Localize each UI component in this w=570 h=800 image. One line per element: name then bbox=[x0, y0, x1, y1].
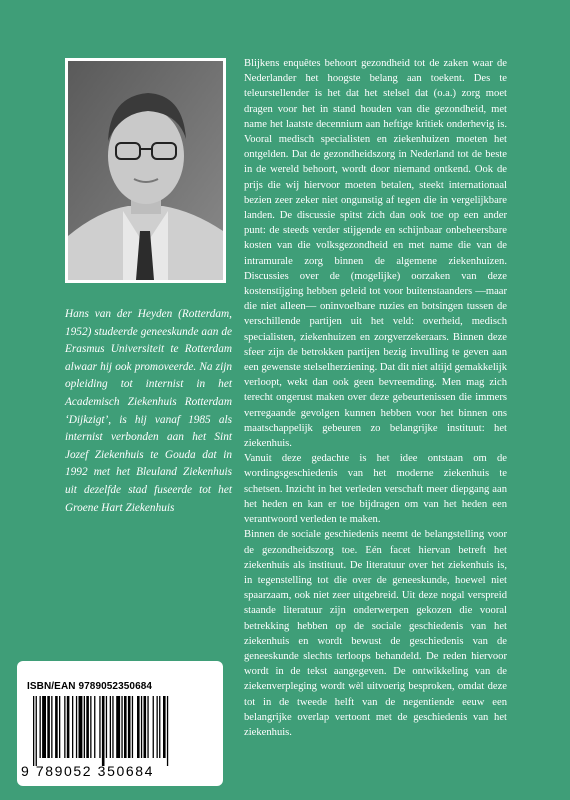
barcode-digits: 9 789052 350684 bbox=[21, 763, 154, 779]
isbn-label: ISBN/EAN 9789052350684 bbox=[27, 681, 153, 692]
author-photo bbox=[65, 58, 226, 283]
author-biography: Hans van der Heyden (Rotterdam, 1952) studeerde geneeskunde aan de Erasmus Universiteit te Rotterdam alwaar hij ook promoveerde. Na zijn opleiding tot internist in het Academisch Ziekenhuis Rotterdam ‘Dijkzigt’, is hij vanaf 1985 als internist verbonden aan het Sint Jozef Ziekenhuis te Gouda dat in 1992 met het Bleuland Ziekenhuis uit dezelfde stad fuseerde tot het Groene Hart Ziekenhuis bbox=[65, 308, 232, 514]
description-paragraph-2: Vanuit deze gedachte is het idee ontstaan om de wordingsgeschiedenis van het moderne ziekenhuis te schetsen. Inzicht in het verleden verschaft meer diepgang aan het heden en kan er toe bijdragen om van het heden een verantwoord verleden te maken. bbox=[244, 453, 507, 526]
description-paragraph-3: Binnen de sociale geschiedenis neemt de belangstelling voor de gezondheidszorg toe. Eén facet hiervan betreft het ziekenhuis als instituut. De literatuur over het ziekenhuis is, in tegenstelling tot die over de geneeskunde, hoewel niet spaarzaam, ook niet zeer uitgebreid. Uit deze nogal verspreid staande literatuur zijn onderwerpen gekozen die vooral betrekking hebben op de sociale geschiedenis van het ziekenhuis en wordt bewust de geschiedenis van de geneeskunde slechts terloops behandeld. De reden hiervoor wordt in de tekst aangegeven. De ontwikkeling van de ziekenverpleging wordt wèl uitvoerig besproken, omdat deze tot in de tweede helft van de negentiende eeuw een belangrijke overlap vertoont met de geschiedenis van het ziekenhuis. bbox=[244, 529, 507, 738]
barcode-icon bbox=[29, 696, 213, 766]
description-text bbox=[244, 56, 507, 740]
description-paragraph-1: Blijkens enquêtes behoort gezondheid tot de zaken waar de Nederlander het hoogste belang aan toekent. Des te teleurstellender is het dat het stelsel dat (o.a.) zorg moet dragen voor het in stand houden van die gezondheid, met name het laatste decennium aan heftige kritiek onderhevig is. Vooral medisch specialisten en ziekenhuizen moeten het ontgelden. Dat de gezondheidszorg in Nederland tot de beste in de wereld behoort, wordt door niemand ontkend. Ook de prijs die wij hiervoor moeten betalen, steekt internationaal bezien zeer zeker niet ongunstig af tegen die in vergelijkbare landen. De discussie spitst zich dan ook toe op een ander punt: de steeds verder stijgende en schijnbaar onbeheersbare kosten van die volksgezondheid en met name die van de intramurale zorg binnen de algemene ziekenhuizen. Discussies over de (mogelijke) oorzaken van deze kostenstijging hebben geleid tot voor buitenstaanders —maar die niet alleen— oninvoelbare ruzies en botsingen tussen de verschillende partijen uit het veld: overheid, medisch specialisten, ziekenhuizen en zorgverzekeraars. Binnen deze sfeer zijn de betrokken partijen bezig invulling te geven aan een gewenste stelselherziening. Dat dit niet altijd gemakkelijk verloopt, wekt dan ook geen bevreemding. Men mag zich terecht ongerust maken over deze gebeurtenissen die immers verregaande gevolgen kunnen hebben voor het binnen ons maatschappelijk gebeuren zo belangrijke instituut: het ziekenhuis. bbox=[244, 58, 507, 450]
barcode-panel bbox=[17, 661, 223, 786]
